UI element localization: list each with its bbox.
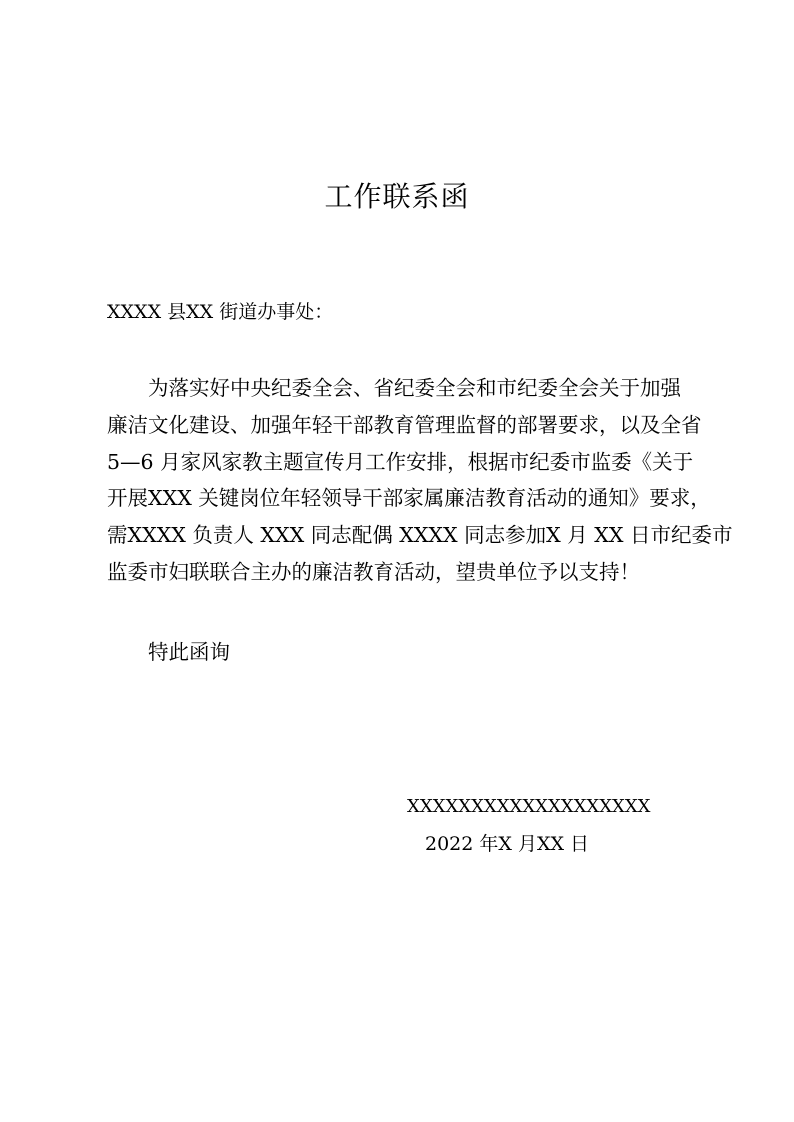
body-line: 监委市妇联联合主办的廉洁教育活动，望贵单位予以支持！ [107,559,640,584]
salutation-line: XXXX 县XX 街道办事处： [107,301,334,323]
letter-body [107,370,733,591]
closing-line: 特此函询 [148,640,230,664]
body-line: 需XXXX 负责人 XXX 同志配偶 XXXX 同志参加X 月 XX 日市纪委市 [107,523,733,548]
signer-name: XXXXXXXXXXXXXXXXXXX [407,796,651,817]
letter-date: 2022 年X 月XX 日 [425,833,590,855]
body-line: 为落实好中央纪委全会、省纪委全会和市纪委全会关于加强 [148,376,681,400]
body-line: 开展XXX 关键岗位年轻领导干部家属廉洁教育活动的通知》要求， [107,486,711,511]
body-line: 廉洁文化建设、加强年轻干部教育管理监督的部署要求，以及全省 [107,412,702,437]
body-line: 5—6 月家风家教主题宣传月工作安排，根据市纪委市监委《关于 [107,449,694,474]
letter-title: 工作联系函 [324,180,470,213]
